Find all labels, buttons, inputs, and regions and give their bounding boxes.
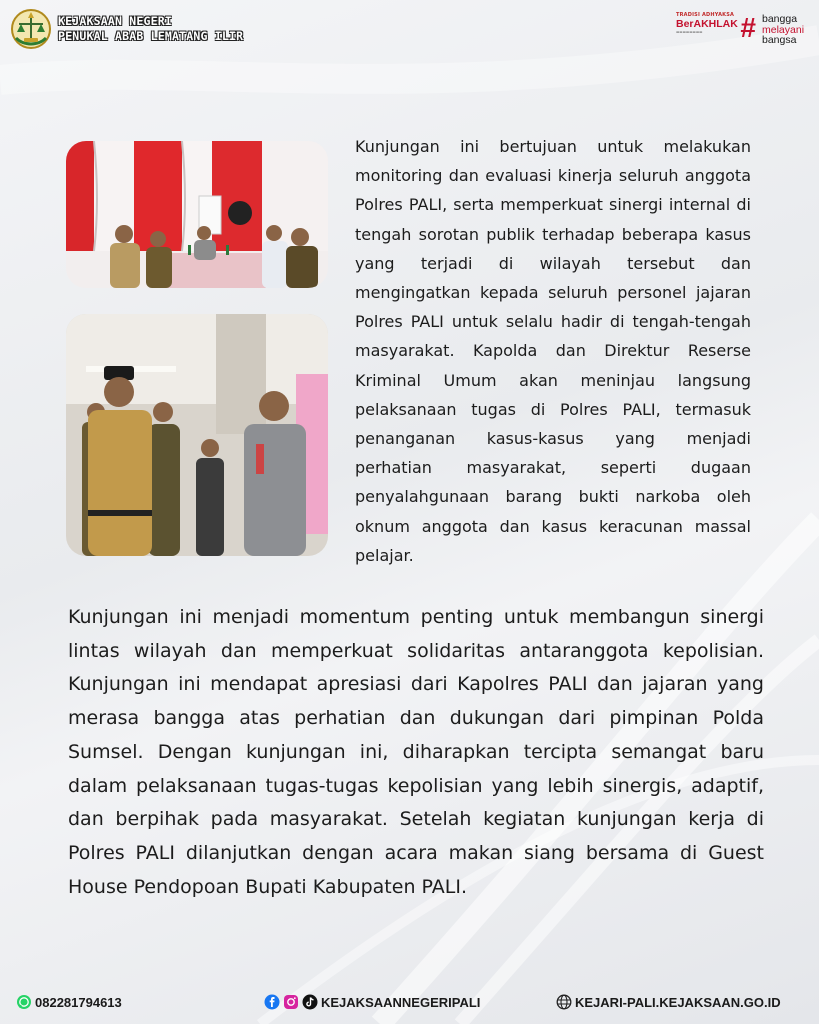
footer — [0, 992, 819, 1016]
brand-word-melayani: melayani — [762, 23, 805, 36]
brand-fineprint: ▬▬▬▬▬▬▬▬ — [676, 30, 703, 34]
globe-icon — [556, 994, 572, 1010]
brand-tagline — [762, 14, 804, 46]
footer-phone[interactable] — [16, 994, 122, 1010]
kejaksaan-emblem-icon — [8, 4, 54, 50]
brand-small-line: TRADISI ADHYAKSA — [676, 12, 735, 18]
org-name — [58, 14, 243, 44]
tiktok-icon[interactable] — [302, 994, 318, 1010]
officials-photo — [66, 314, 328, 556]
footer-website-url: KEJARI-PALI.KEJAKSAAN.GO.ID — [575, 994, 781, 1010]
paragraph-visit-outcome — [68, 601, 764, 904]
brand-hash: # — [740, 12, 756, 43]
footer-website[interactable] — [556, 994, 781, 1010]
meeting-photo — [66, 141, 328, 288]
brand-word-bangga: bangga — [762, 13, 798, 25]
paragraph-visit-purpose — [355, 132, 751, 570]
whatsapp-icon — [16, 994, 32, 1010]
brand-berakhlak: BerAKHLAK — [676, 18, 738, 30]
org-name-line2: PENUKAL ABAB LEMATANG ILIR — [58, 29, 244, 43]
paragraph-visit-outcome-text: Kunjungan ini menjadi momentum penting untuk membangun sinergi lintas wilayah dan memperkuat solidaritas antaranggota kepolisian. Kunjungan ini mendapat apresiasi dari Kapolres PALI dan jajaran yang merasa bangga atas perhatian dan dukungan dari pimpinan Polda Sumsel. Dengan kunjungan ini, diharapkan tercipta semangat baru dalam pelaksanaan tugas-tugas kepolisian yang lebih sinergis, adaptif, dan berpihak pada masyarakat. Setelah kegiatan kunjungan kerja di Polres PALI dilanjutkan dengan acara makan siang bersama di Guest House Pendopoan Bupati Kabupaten PALI. — [68, 606, 764, 898]
instagram-icon[interactable] — [283, 994, 299, 1010]
footer-phone-number: 082281794613 — [35, 994, 122, 1010]
brand-word-bangsa: bangsa — [762, 34, 797, 46]
org-name-line1: KEJAKSAAN NEGERI — [58, 14, 172, 28]
facebook-icon[interactable] — [264, 994, 280, 1010]
footer-social[interactable] — [264, 994, 480, 1010]
berakhlak-brand-logo — [676, 12, 808, 46]
paragraph-visit-purpose-text: Kunjungan ini bertujuan untuk melakukan monitoring dan evaluasi kinerja seluruh anggota Polres PALI, serta memperkuat sinergi internal di tengah sorotan publik terhadap beberapa kasus yang terjadi di wilayah tersebut dan mengingatkan kepada seluruh personel jajaran Polres PALI untuk selalu hadir di tengah-tengah masyarakat. Kapolda dan Direktur Reserse Kriminal Umum akan meninjau langsung pelaksanaan tugas di Polres PALI, termasuk penanganan kasus-kasus yang menjadi perhatian masyarakat, seperti dugaan penyalahgunaan barang bukti narkoba oleh oknum anggota dan kasus keracunan massal pelajar. — [355, 137, 751, 565]
footer-social-handle: KEJAKSAANNEGERIPALI — [321, 994, 481, 1010]
